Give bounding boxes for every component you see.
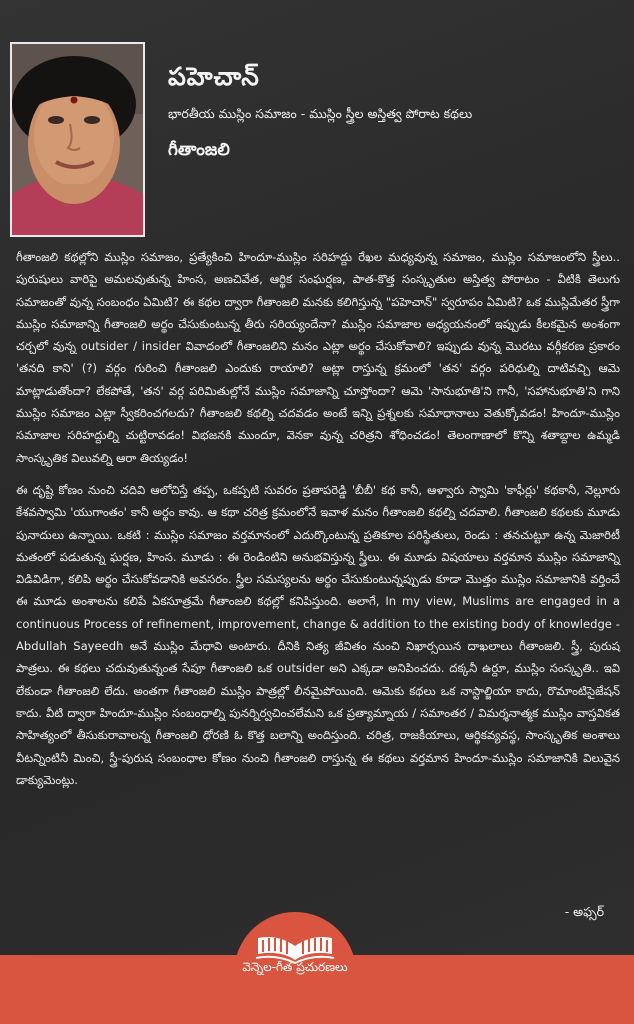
publisher-name: వెన్నెల-గీత ప్రచురణలు — [242, 960, 348, 974]
author-name: గీతాంజలి — [168, 140, 230, 160]
blurb-signature: - అఫ్సర్ — [564, 904, 604, 919]
author-portrait-image — [12, 44, 143, 235]
blurb-paragraph-2: ఈ దృష్టి కోణం నుంచి చదివి ఆలోచిస్తే తప్ప, ఒకప్పటి సువరం ప్రతాపరెడ్డి 'బీబీ' కథ కానీ, ఆళ్వారు స్వామి 'కాఫీర్లు' కథకానీ, నెల్లూరు కేశవస్వామి 'యుగాంతం' కానీ అర్థం కావు. ఆ కథా చరిత్ర క్రమంలోనే ఇవాళ మనం గీతాంజలి కథల్ని చదవాలి. గీతాంజలి కథలకు మూడు పునాదులు ఉన్నాయి. ఒకటి : ముస్లిం సమాజం వర్తమానంలో ఎదుర్కొంటున్న ప్రతికూల పరిస్థితులు, రెండు : తనచుట్టూ ఉన్న మెజారిటీ మతంలో పడుతున్న ఘర్షణ, హింస. మూడు : ఈ రెండింటిని అనుభవిస్తున్న స్త్రీలు. ఈ మూడు విషయాలు వర్తమాన ముస్లిం సమాజాన్ని విడివిడిగా, కలిపి అర్థం చేసుకోవడానికి అవసరం. స్త్రీల సమస్యలను అర్థం చేసుకుంటున్నప్పుడు కూడా మొత్తం ముస్లిం సమాజానికి వర్తించే ఈ మూడు అంశాలను కలిపే ఏకసూత్రమే గీతాంజలి కథల్లో కనిపిస్తుంది. అలాగే, In my view, Muslims are engaged in a continuous Process of refinement, improvement, change & addition to the existing body of knowledge - Abdullah Sayeedh అనే ముస్లిం మేధావి అంటారు. దీనికి నిత్య జీవితం నుంచి నిఖార్సయిన దాఖలాలు గీతాంజలి. స్త్రీ, పురుష పాత్రలు. ఈ కథలు చదువుతున్నంత సేపూ గీతాంజలి ఒక outsider అని ఎక్కడా అనిపించదు. దక్కనీ ఉర్దూ, ముస్లిం సంస్కృతి.. ఇవి లేకుండా గీతాంజలి లేదు. అంతగా గీతాంజలి ముస్లిం పాత్రల్లో లీనమైపోయింది. ఆమెకు కథలు ఒక నాస్టాల్జియా కాదు, రొమాంటిసైజేషన్ కాదు. వీటి ద్వారా హిందూ-ముస్లిం సంబంధాల్ని పునర్నిర్వచించలేమని ఒక ప్రత్యామ్నాయ / సమాంతర / విమర్శనాత్మక ముస్లిం వాస్తవికత సాహిత్యంలో తీసుకురావాలన్న గీతాంజలి ధోరణి ఓ కొత్త బలాన్ని అందిస్తుంది. చరిత్ర, రాజకీయాలు, ఆర్థికవ్యవస్థ, సాంస్కృతిక అంశాలు వీటన్నింటినీ మించి, స్త్రీ-పురుష సంబంధాల కోణం నుంచి గీతాంజలి రాస్తున్న ఈ కథలు వర్తమాన హిందూ-ముస్లిం సమాజానికి విలువైన డాక్యుమెంట్లు. — [16, 482, 620, 787]
blurb-text — [16, 246, 620, 801]
book-title: పహెచాన్ — [168, 62, 260, 91]
book-subtitle: భారతీయ ముస్లిం సమాజం - ముస్లిం స్త్రీల అస్తిత్వ పోరాట కథలు — [168, 106, 473, 121]
blurb-paragraph-1: గీతాంజలి కథల్లోని ముస్లిం సమాజం, ప్రత్యేకించి హిందూ-ముస్లిం సరిహద్దు రేఖల మధ్యవున్న సమాజం, ముస్లిం సమాజంలోని స్త్రీలు.. పురుషులు వారిపై అమలవుతున్న హింస, అణచివేత, ఆర్థిక సంఘర్షణ, పాత-కొత్త సంస్కృతుల అస్తిత్వ పోరాటం - వీటికి తెలుగు సమాజంతో వున్న సంబంధం ఏమిటి? ఈ కథల ద్వారా గీతాంజలి మనకు కలిగిస్తున్న "పహెచాన్" స్వరూపం ఏమిటి? ఒక ముస్లిమేతర స్త్రీగా ముస్లిం సమాజాన్ని గీతాంజలి అర్థం చేసుకుంటున్న తీరు సరియ్యందేనా? ముస్లిం సమాజాల అధ్యయనంలో ఇప్పుడు కీలకమైన అంశంగా చర్చలో వున్న outsider / insider వివాదంలో గీతాంజలిని మనం ఎట్లా అర్థం చేసుకోవాలి? ఇప్పుడు వున్న మొరటు వర్గీకరణ ప్రకారం 'తనది కాని' (?) వర్గం గురించి గీతాంజలి ఎందుకు రాయాలి? అట్లా రాస్తున్న క్రమంలో 'తన' వర్గం పరిధుల్ని దాటివచ్చి ఆమె మాట్లాడుతోందా? లేకపోతే, 'తన' వర్గ పరిమితుల్లోనే ముస్లిం సమాజాన్ని చూస్తోందా? ఆమె 'సానుభూతి'ని గానీ, 'సహానుభూతి'ని గాని ముస్లిం సమాజం ఎట్లా స్వీకరించగలదు? గీతాంజలి కథల్ని చదవడం అంటే ఇన్ని ప్రశ్నలకు సమాధానాలు వెతుక్కోవడం! హిందూ-ముస్లిం సమాజాల సరిహద్దుల్ని చుట్టిరావడం! విభజనకి ముందూ, వెనకా వున్న చరిత్రని శోధించడం! తెలంగాణాలో కొన్ని శతాబ్దాల ఉమ్మడి సాంస్కృతిక విలువల్ని ఆరా తియ్యడం! — [16, 250, 620, 465]
author-photo — [10, 42, 145, 237]
